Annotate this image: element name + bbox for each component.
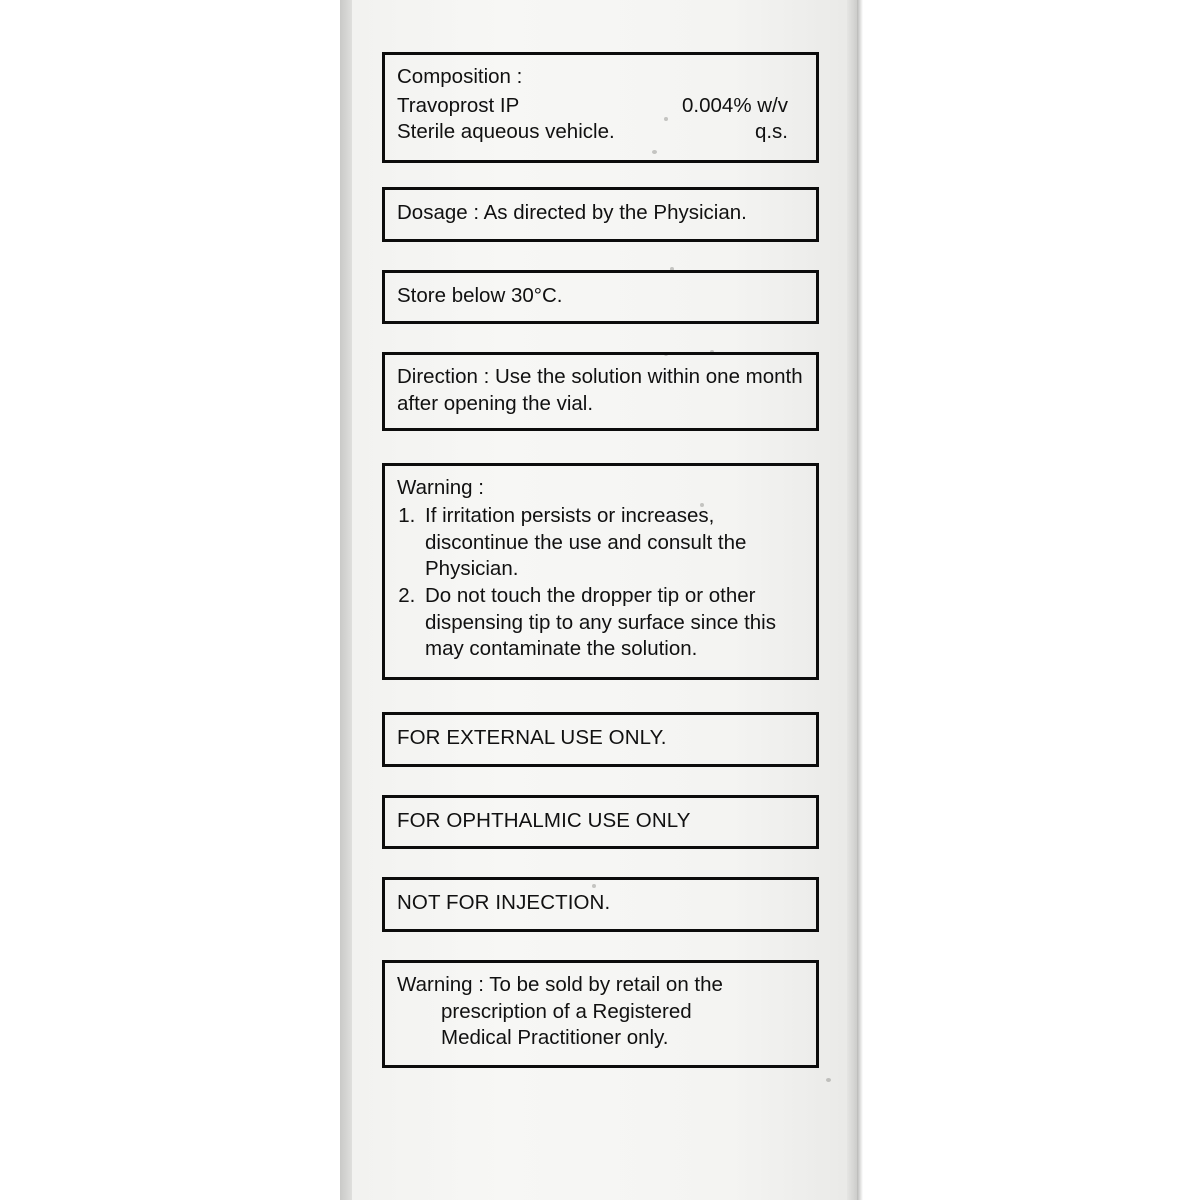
not-for-injection-text: NOT FOR INJECTION.: [397, 891, 611, 915]
dosage-text: Dosage : As directed by the Physician.: [397, 200, 747, 224]
retail-warning-line-1: Warning : To be sold by retail on the: [397, 972, 723, 996]
warning-block: [382, 463, 819, 679]
warning-title: Warning :: [397, 476, 484, 500]
composition-block: [382, 52, 819, 163]
warning-item: 2. Do not touch the dropper tip or other dispensing tip to any surface since this may contaminate the solution.: [421, 583, 806, 663]
retail-warning-block: [382, 960, 819, 1068]
external-use-text: FOR EXTERNAL USE ONLY.: [397, 725, 667, 749]
ingredient-value: 0.004% w/v: [682, 93, 788, 117]
warning-list: [397, 503, 806, 663]
medicine-carton-panel: [352, 0, 857, 1200]
ophthalmic-use-text: FOR OPHTHALMIC USE ONLY: [397, 808, 691, 832]
composition-row: [397, 93, 806, 120]
speck: [826, 1078, 831, 1082]
storage-block: [382, 270, 819, 325]
carton-right-edge: [857, 0, 863, 1200]
warning-item: 1. If irritation persists or increases, discontinue the use and consult the Physician.: [421, 503, 806, 583]
ingredient-name: Sterile aqueous vehicle.: [397, 120, 615, 144]
composition-title: Composition :: [397, 65, 523, 88]
ophthalmic-use-block: [382, 795, 819, 850]
not-for-injection-block: [382, 877, 819, 932]
ingredient-name: Travoprost IP: [397, 93, 520, 117]
label-text-blocks: [382, 52, 819, 1086]
dosage-block: [382, 187, 819, 242]
storage-text: Store below 30°C.: [397, 283, 563, 307]
retail-warning-line-2: prescription of a Registered: [441, 999, 692, 1023]
external-use-block: [382, 712, 819, 767]
direction-block: [382, 352, 819, 431]
direction-text: Direction : Use the solution within one month after opening the vial.: [397, 365, 803, 415]
ingredient-value: q.s.: [754, 120, 788, 144]
retail-warning-line-3: Medical Practitioner only.: [441, 1026, 669, 1050]
composition-row: [397, 119, 806, 146]
